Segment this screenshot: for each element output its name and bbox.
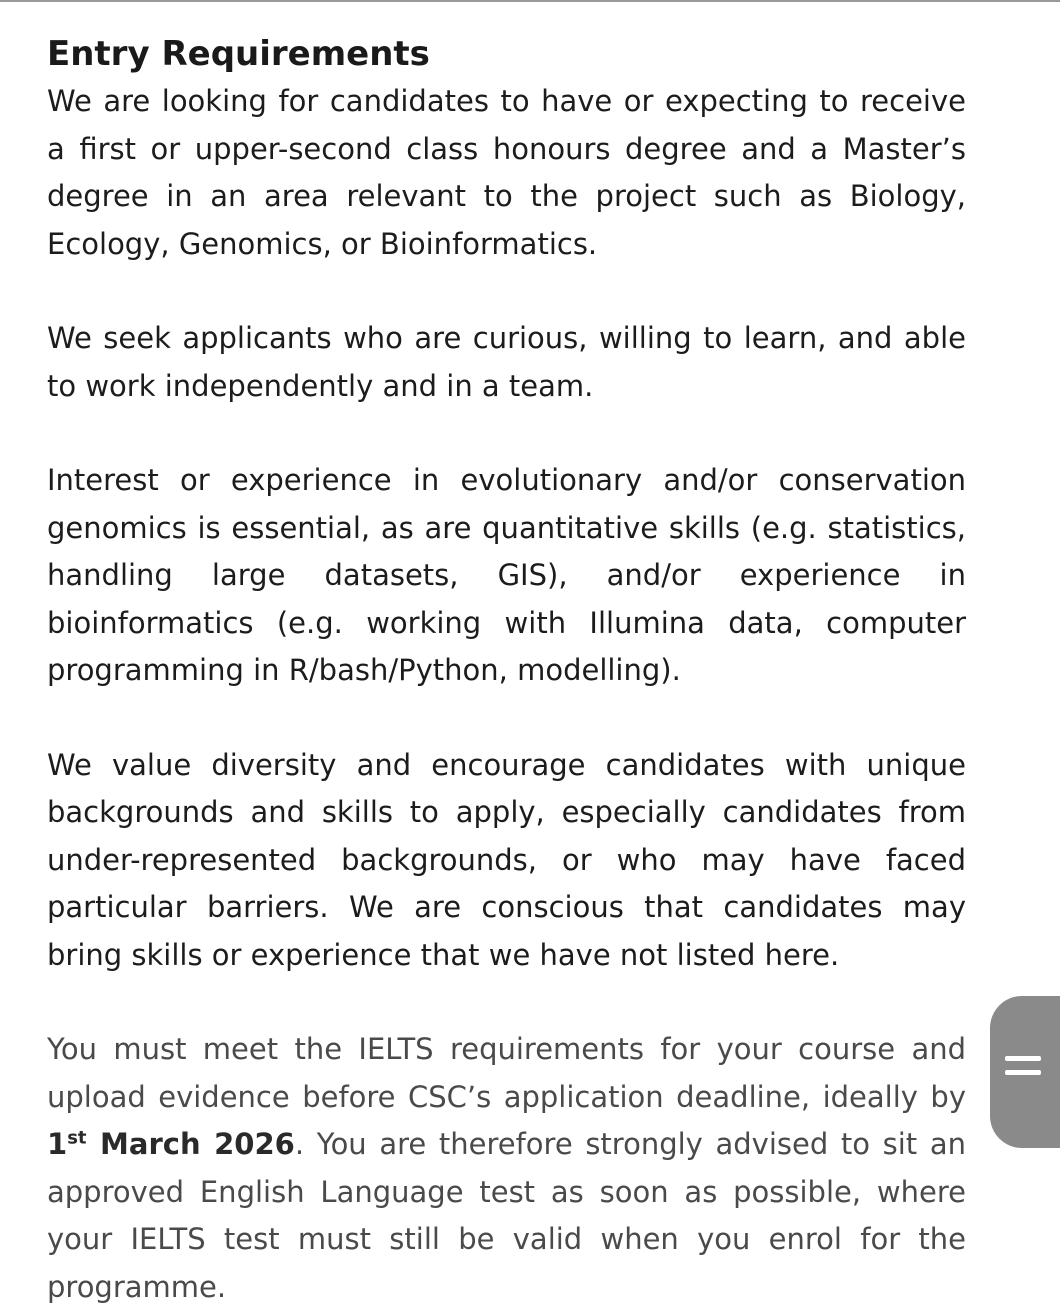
- ielts-text-before: You must meet the IELTS requirements for your course and upload evidence before CSC’s application deadline, ideally by: [47, 1032, 966, 1114]
- paragraph-degree: We are looking for candidates to have or expecting to receive a first or upper-second class honours degree and a Master’s degree in an area relevant to the project such as Biology, Ecology, Genomics, or Bioinformatics.: [47, 84, 966, 261]
- drag-handle-icon: [1003, 1052, 1043, 1092]
- fast-scroll-handle[interactable]: [990, 996, 1060, 1148]
- paragraph-ielts: [47, 1026, 966, 1311]
- paragraph-diversity: We value diversity and encourage candidates with unique backgrounds and skills to apply, especially candidates from under-represented backgrounds, or who may have faced particular barriers. We are conscious that candidates may bring skills or experience that we have not listed here.: [47, 747, 966, 972]
- ielts-deadline-date: 1st March 2026: [47, 1127, 295, 1161]
- paragraph-personal-qualities: We seek applicants who are curious, willing to learn, and able to work independently and in a team.: [47, 321, 966, 403]
- document-body: [47, 30, 966, 1311]
- paragraph-skills: Interest or experience in evolutionary and/or conservation genomics is essential, as are quantitative skills (e.g. statistics, handling large datasets, GIS), and/or experience in bioinformatics (e.g. working with Illumina data, computer programming in R/bash/Python, modelling).: [47, 463, 966, 687]
- top-divider: [0, 0, 1060, 2]
- section-heading: Entry Requirements: [47, 34, 430, 74]
- ielts-text-after: . You are therefore strongly advised to sit an approved English Language test as soon as possible, where your IELTS test must still be valid when you enrol for the programme.: [47, 1127, 966, 1304]
